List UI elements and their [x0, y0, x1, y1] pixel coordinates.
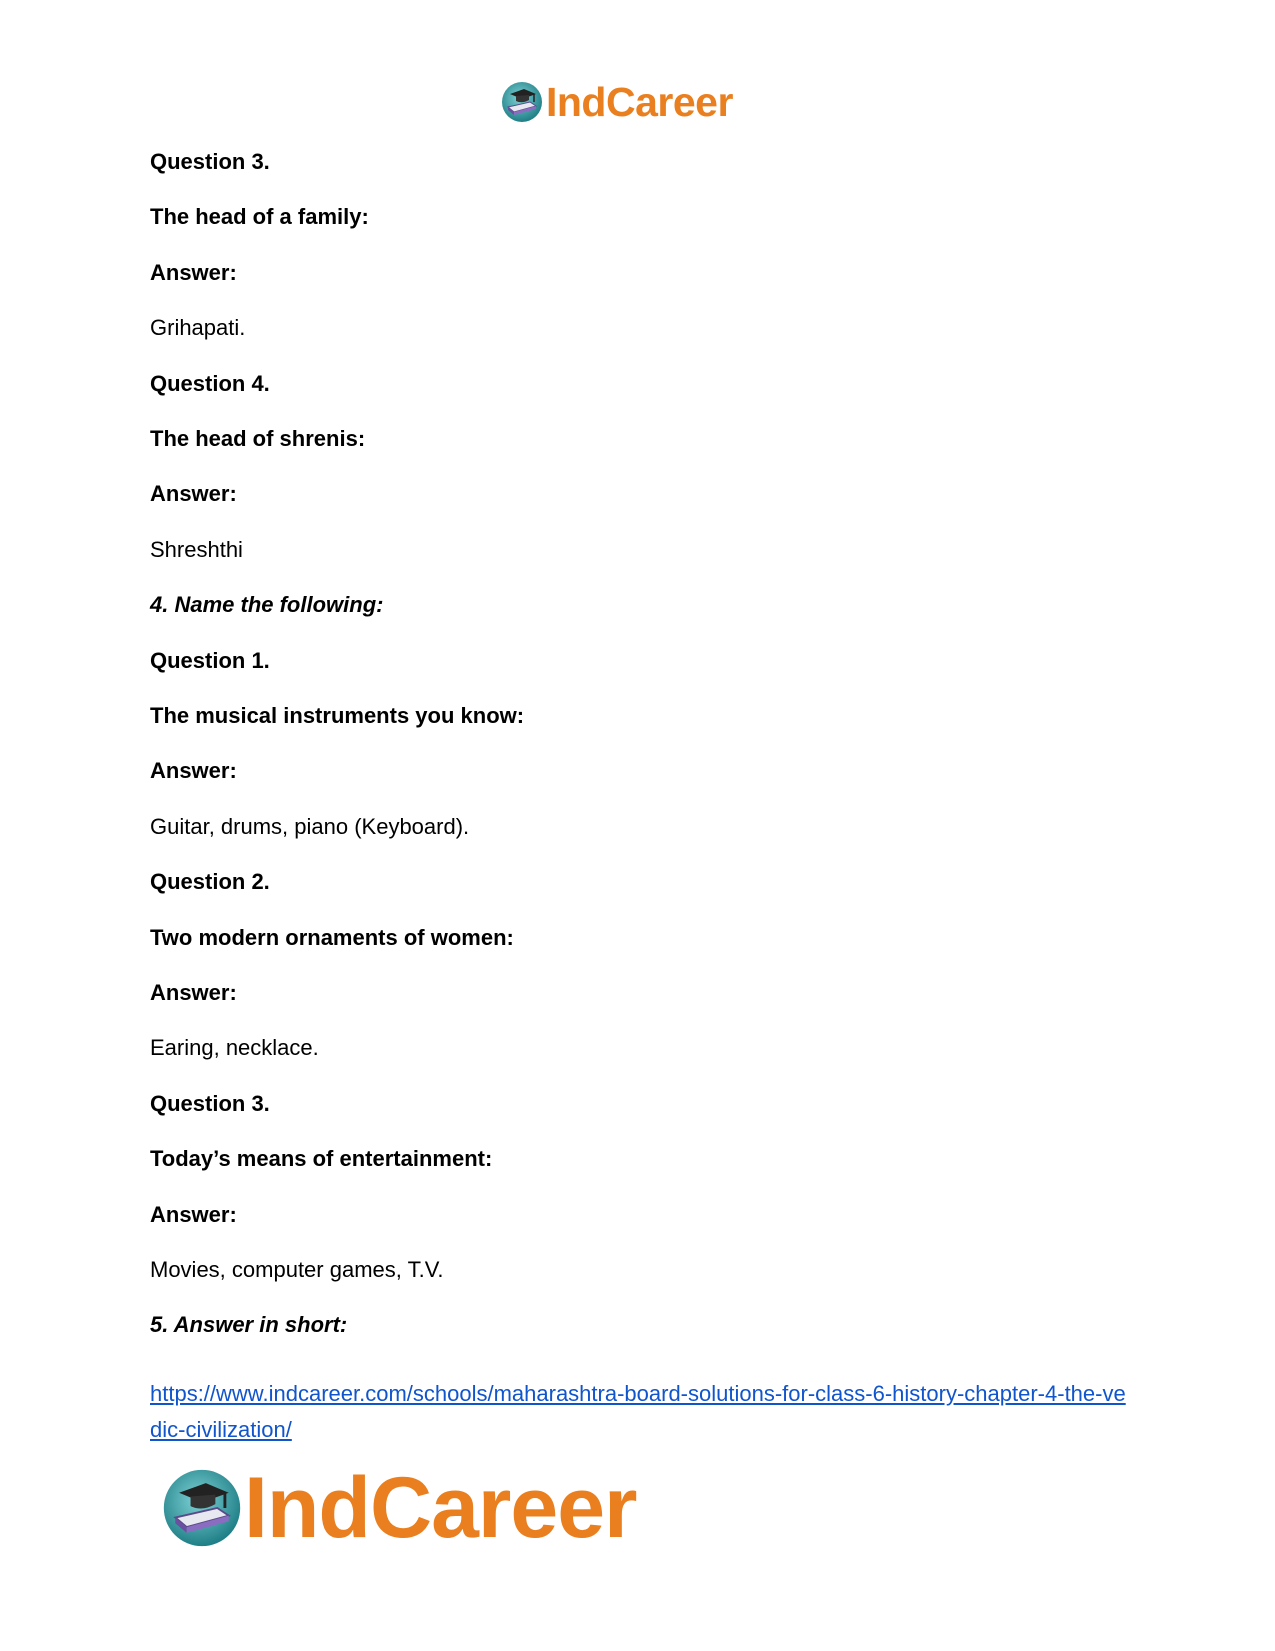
- question-label: Question 3.: [150, 149, 270, 174]
- answer-text: Grihapati.: [150, 315, 246, 340]
- question-label: Question 4.: [150, 371, 270, 396]
- question-text: The head of a family:: [150, 204, 369, 229]
- question-label: Question 1.: [150, 648, 270, 673]
- answer-text: Movies, computer games, T.V.: [150, 1257, 444, 1282]
- answer-text: Earing, necklace.: [150, 1035, 319, 1060]
- answer-label: Answer:: [150, 481, 237, 506]
- question-text: Two modern ornaments of women:: [150, 925, 514, 950]
- question-text: The musical instruments you know:: [150, 703, 525, 728]
- question-text: The head of shrenis:: [150, 426, 366, 451]
- answer-label: Answer:: [150, 980, 237, 1005]
- indcareer-logo-footer: [160, 1460, 637, 1556]
- source-link[interactable]: https://www.indcareer.com/schools/maharashtra-board-solutions-for-class-6-history-chapter-4-the-vedic-civilization/: [150, 1381, 1126, 1442]
- question-text: Today’s means of entertainment:: [150, 1146, 493, 1171]
- section-heading: 4. Name the following:: [150, 592, 384, 617]
- logo-wordmark: IndCareer: [546, 78, 733, 125]
- logo-wordmark: IndCareer: [244, 1460, 637, 1556]
- answer-label: Answer:: [150, 1202, 237, 1227]
- graduation-book-icon: [500, 80, 544, 124]
- answer-text: Shreshthi: [150, 537, 243, 562]
- question-label: Question 2.: [150, 869, 270, 894]
- graduation-book-icon: [160, 1466, 244, 1550]
- answer-label: Answer:: [150, 260, 237, 285]
- question-label: Question 3.: [150, 1091, 270, 1116]
- answer-label: Answer:: [150, 758, 237, 783]
- section-heading: 5. Answer in short:: [150, 1312, 348, 1337]
- answer-text: Guitar, drums, piano (Keyboard).: [150, 814, 470, 839]
- indcareer-logo-header: [500, 78, 733, 126]
